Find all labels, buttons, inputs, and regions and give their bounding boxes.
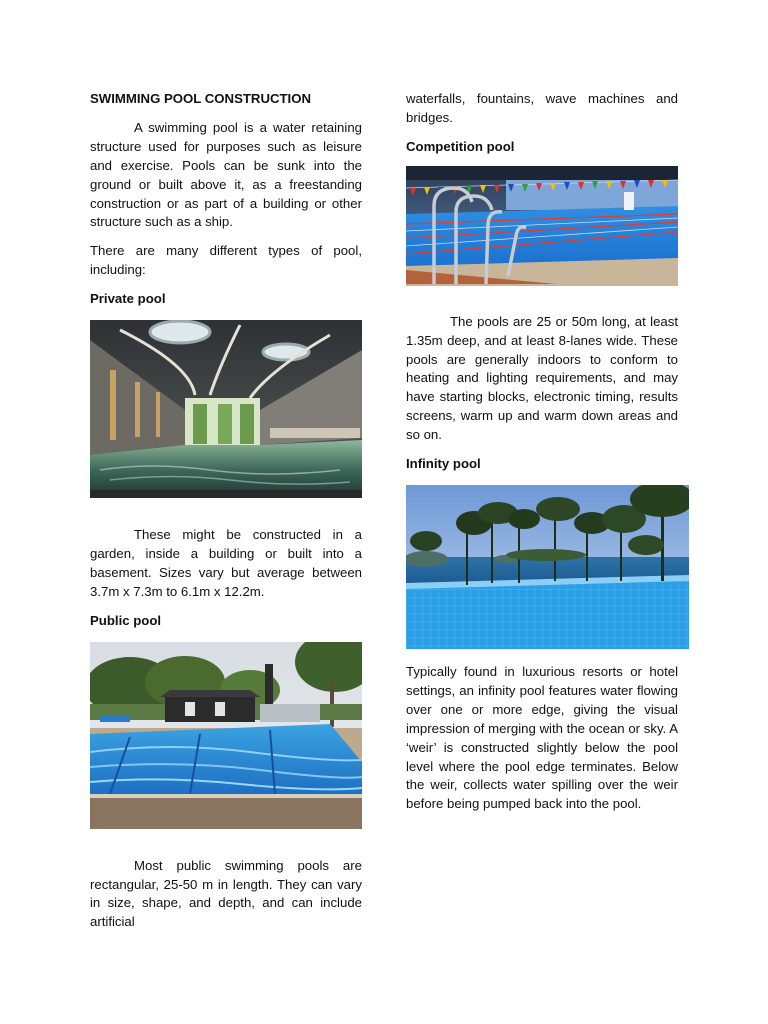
left-column <box>90 90 362 932</box>
public-pool-photo <box>90 642 362 829</box>
competition-pool-photo <box>406 166 678 286</box>
competition-pool-heading: Competition pool <box>406 138 515 154</box>
private-pool-paragraph: These might be constructed in a garden, inside a building or built into a basement. Sizes vary but average between 3.7m x 7.3m to 6.1m x 12.2m. <box>90 527 362 599</box>
document-title: SWIMMING POOL CONSTRUCTION <box>90 91 312 106</box>
public-pool-heading: Public pool <box>90 612 162 628</box>
private-pool-heading: Private pool <box>90 291 166 307</box>
infinity-pool-photo <box>406 485 689 649</box>
public-pool-paragraph-continued: waterfalls, fountains, wave machines and bridges. <box>406 91 678 125</box>
competition-pool-paragraph: The pools are 25 or 50m long, at least 1.35m deep, and at least 8-lanes wide. These pools are generally indoors to conform to heating and lighting requirements, and may have starting blocks, electronic timing, results screens, warm up and warm down areas and so on. <box>406 313 678 443</box>
private-pool-photo <box>90 320 362 498</box>
infinity-pool-paragraph: Typically found in luxurious resorts or hotel settings, an infinity pool features water flowing over one or more edge, giving the visual impression of merging with the ocean or sky. A ‘weir’ is constructed slightly below the pool level where the pool edge terminates. Below the weir, collects water spilling over the weir before being pumped back into the pool. <box>406 663 678 812</box>
types-intro-paragraph: There are many different types of pool, including: <box>90 243 362 278</box>
right-column <box>406 90 678 814</box>
intro-paragraph: A swimming pool is a water retaining structure used for purposes such as leisure and exercise. Pools can be sunk into the ground or built above it, as a freestanding construction or as part of a building or other structure such as a ship. <box>90 119 362 230</box>
infinity-pool-heading: Infinity pool <box>406 456 481 472</box>
public-pool-paragraph: Most public swimming pools are rectangular, 25-50 m in length. They can vary in size, shape, and depth, and can include artificial <box>90 857 362 930</box>
